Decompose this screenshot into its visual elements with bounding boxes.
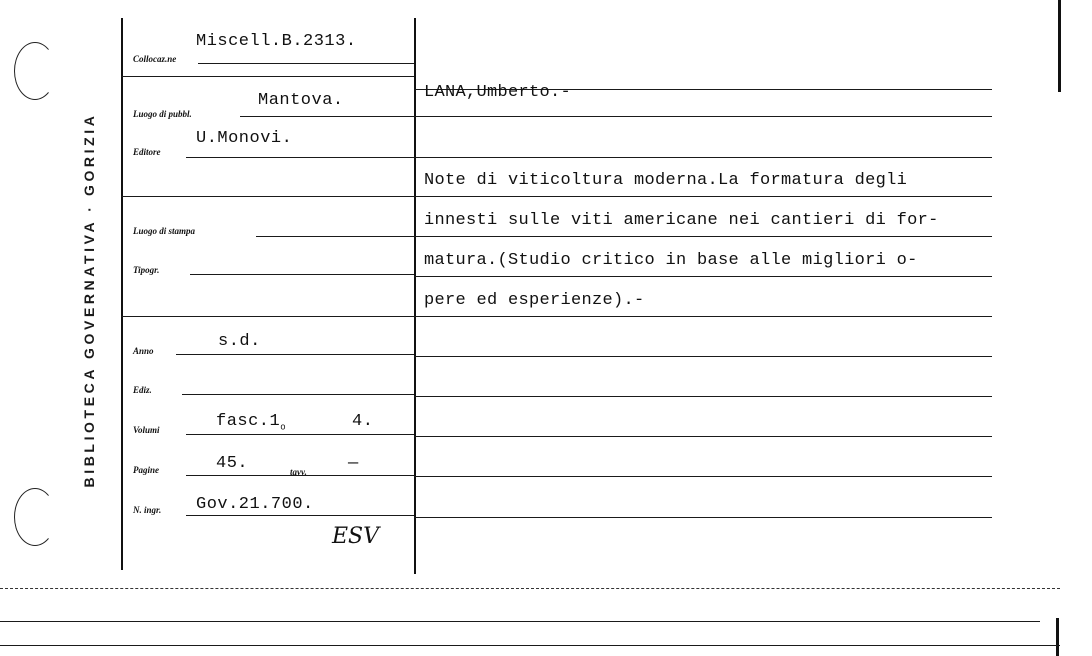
left-column-rule bbox=[121, 18, 123, 570]
rule-ingresso bbox=[186, 515, 414, 516]
right-rule-12 bbox=[414, 517, 992, 518]
rule-luogo-pubbl bbox=[240, 116, 414, 117]
label-luogo-stampa: Luogo di stampa bbox=[133, 226, 196, 236]
scan-line-3 bbox=[0, 645, 1060, 646]
right-rule-4 bbox=[414, 196, 992, 197]
label-edizione: Ediz. bbox=[133, 385, 152, 395]
scan-line-1 bbox=[0, 588, 1060, 589]
label-editore: Editore bbox=[133, 147, 161, 157]
value-editore: U.Monovi. bbox=[196, 129, 293, 148]
right-rule-7 bbox=[414, 316, 992, 317]
library-name: BIBLIOTECA GOVERNATIVA · GORIZIA bbox=[81, 112, 97, 488]
record-title-line-2: innesti sulle viti americane nei cantieri di for- bbox=[424, 211, 939, 230]
scan-line-2 bbox=[0, 621, 1040, 622]
value-collocazione: Miscell.B.2313. bbox=[196, 32, 357, 51]
right-rule-10 bbox=[414, 436, 992, 437]
rule-editore bbox=[186, 157, 414, 158]
rule-volumi bbox=[186, 434, 414, 435]
value-volumi bbox=[216, 413, 286, 432]
record-title-line-4: pere ed esperienze).- bbox=[424, 291, 645, 310]
value-volumi-sub: o bbox=[280, 422, 287, 433]
handwritten-signature: ESV bbox=[332, 524, 380, 549]
right-rule-9 bbox=[414, 396, 992, 397]
label-tavole: tavv. bbox=[290, 467, 307, 477]
right-rule-2 bbox=[414, 116, 992, 117]
right-rule-6 bbox=[414, 276, 992, 277]
value-anno: s.d. bbox=[218, 332, 261, 351]
record-author: LANA,Umberto.- bbox=[424, 83, 572, 102]
rule-luogo-stampa bbox=[256, 236, 414, 237]
rule-collocazione bbox=[198, 63, 414, 64]
value-volumi-main: fasc.1 bbox=[216, 412, 281, 431]
right-rule-11 bbox=[414, 476, 992, 477]
record-title-line-1: Note di viticoltura moderna.La formatura degli bbox=[424, 171, 908, 190]
value-pagine: 45. bbox=[216, 454, 249, 473]
rule-empty-1 bbox=[121, 196, 414, 197]
right-edge-rule-bottom bbox=[1056, 618, 1059, 656]
label-volumi: Volumi bbox=[133, 425, 160, 435]
value-ingresso: Gov.21.700. bbox=[196, 495, 314, 514]
value-volumi-extra: 4. bbox=[352, 412, 374, 431]
punch-hole-bottom bbox=[14, 488, 56, 546]
right-rule-8 bbox=[414, 356, 992, 357]
rule-anno bbox=[176, 354, 414, 355]
label-tipografia: Tipogr. bbox=[133, 265, 160, 275]
label-ingresso: N. ingr. bbox=[133, 505, 162, 515]
record-title-line-3: matura.(Studio critico in base alle migliori o- bbox=[424, 251, 918, 270]
right-rule-3 bbox=[414, 157, 992, 158]
rule-tipografia bbox=[190, 274, 414, 275]
punch-hole-top bbox=[14, 42, 56, 100]
label-collocazione: Collocaz.ne bbox=[133, 54, 177, 64]
center-column-rule bbox=[414, 18, 416, 574]
label-pagine: Pagine bbox=[133, 465, 159, 475]
right-rule-5 bbox=[414, 236, 992, 237]
right-edge-rule bbox=[1058, 0, 1061, 92]
label-anno: Anno bbox=[133, 346, 154, 356]
value-luogo-pubbl: Mantova. bbox=[258, 91, 344, 110]
value-tavole: — bbox=[348, 454, 359, 473]
label-luogo-pubbl: Luogo di pubbl. bbox=[133, 109, 192, 119]
rule-top bbox=[121, 76, 414, 77]
rule-edizione bbox=[182, 394, 414, 395]
rule-empty-2 bbox=[121, 316, 414, 317]
